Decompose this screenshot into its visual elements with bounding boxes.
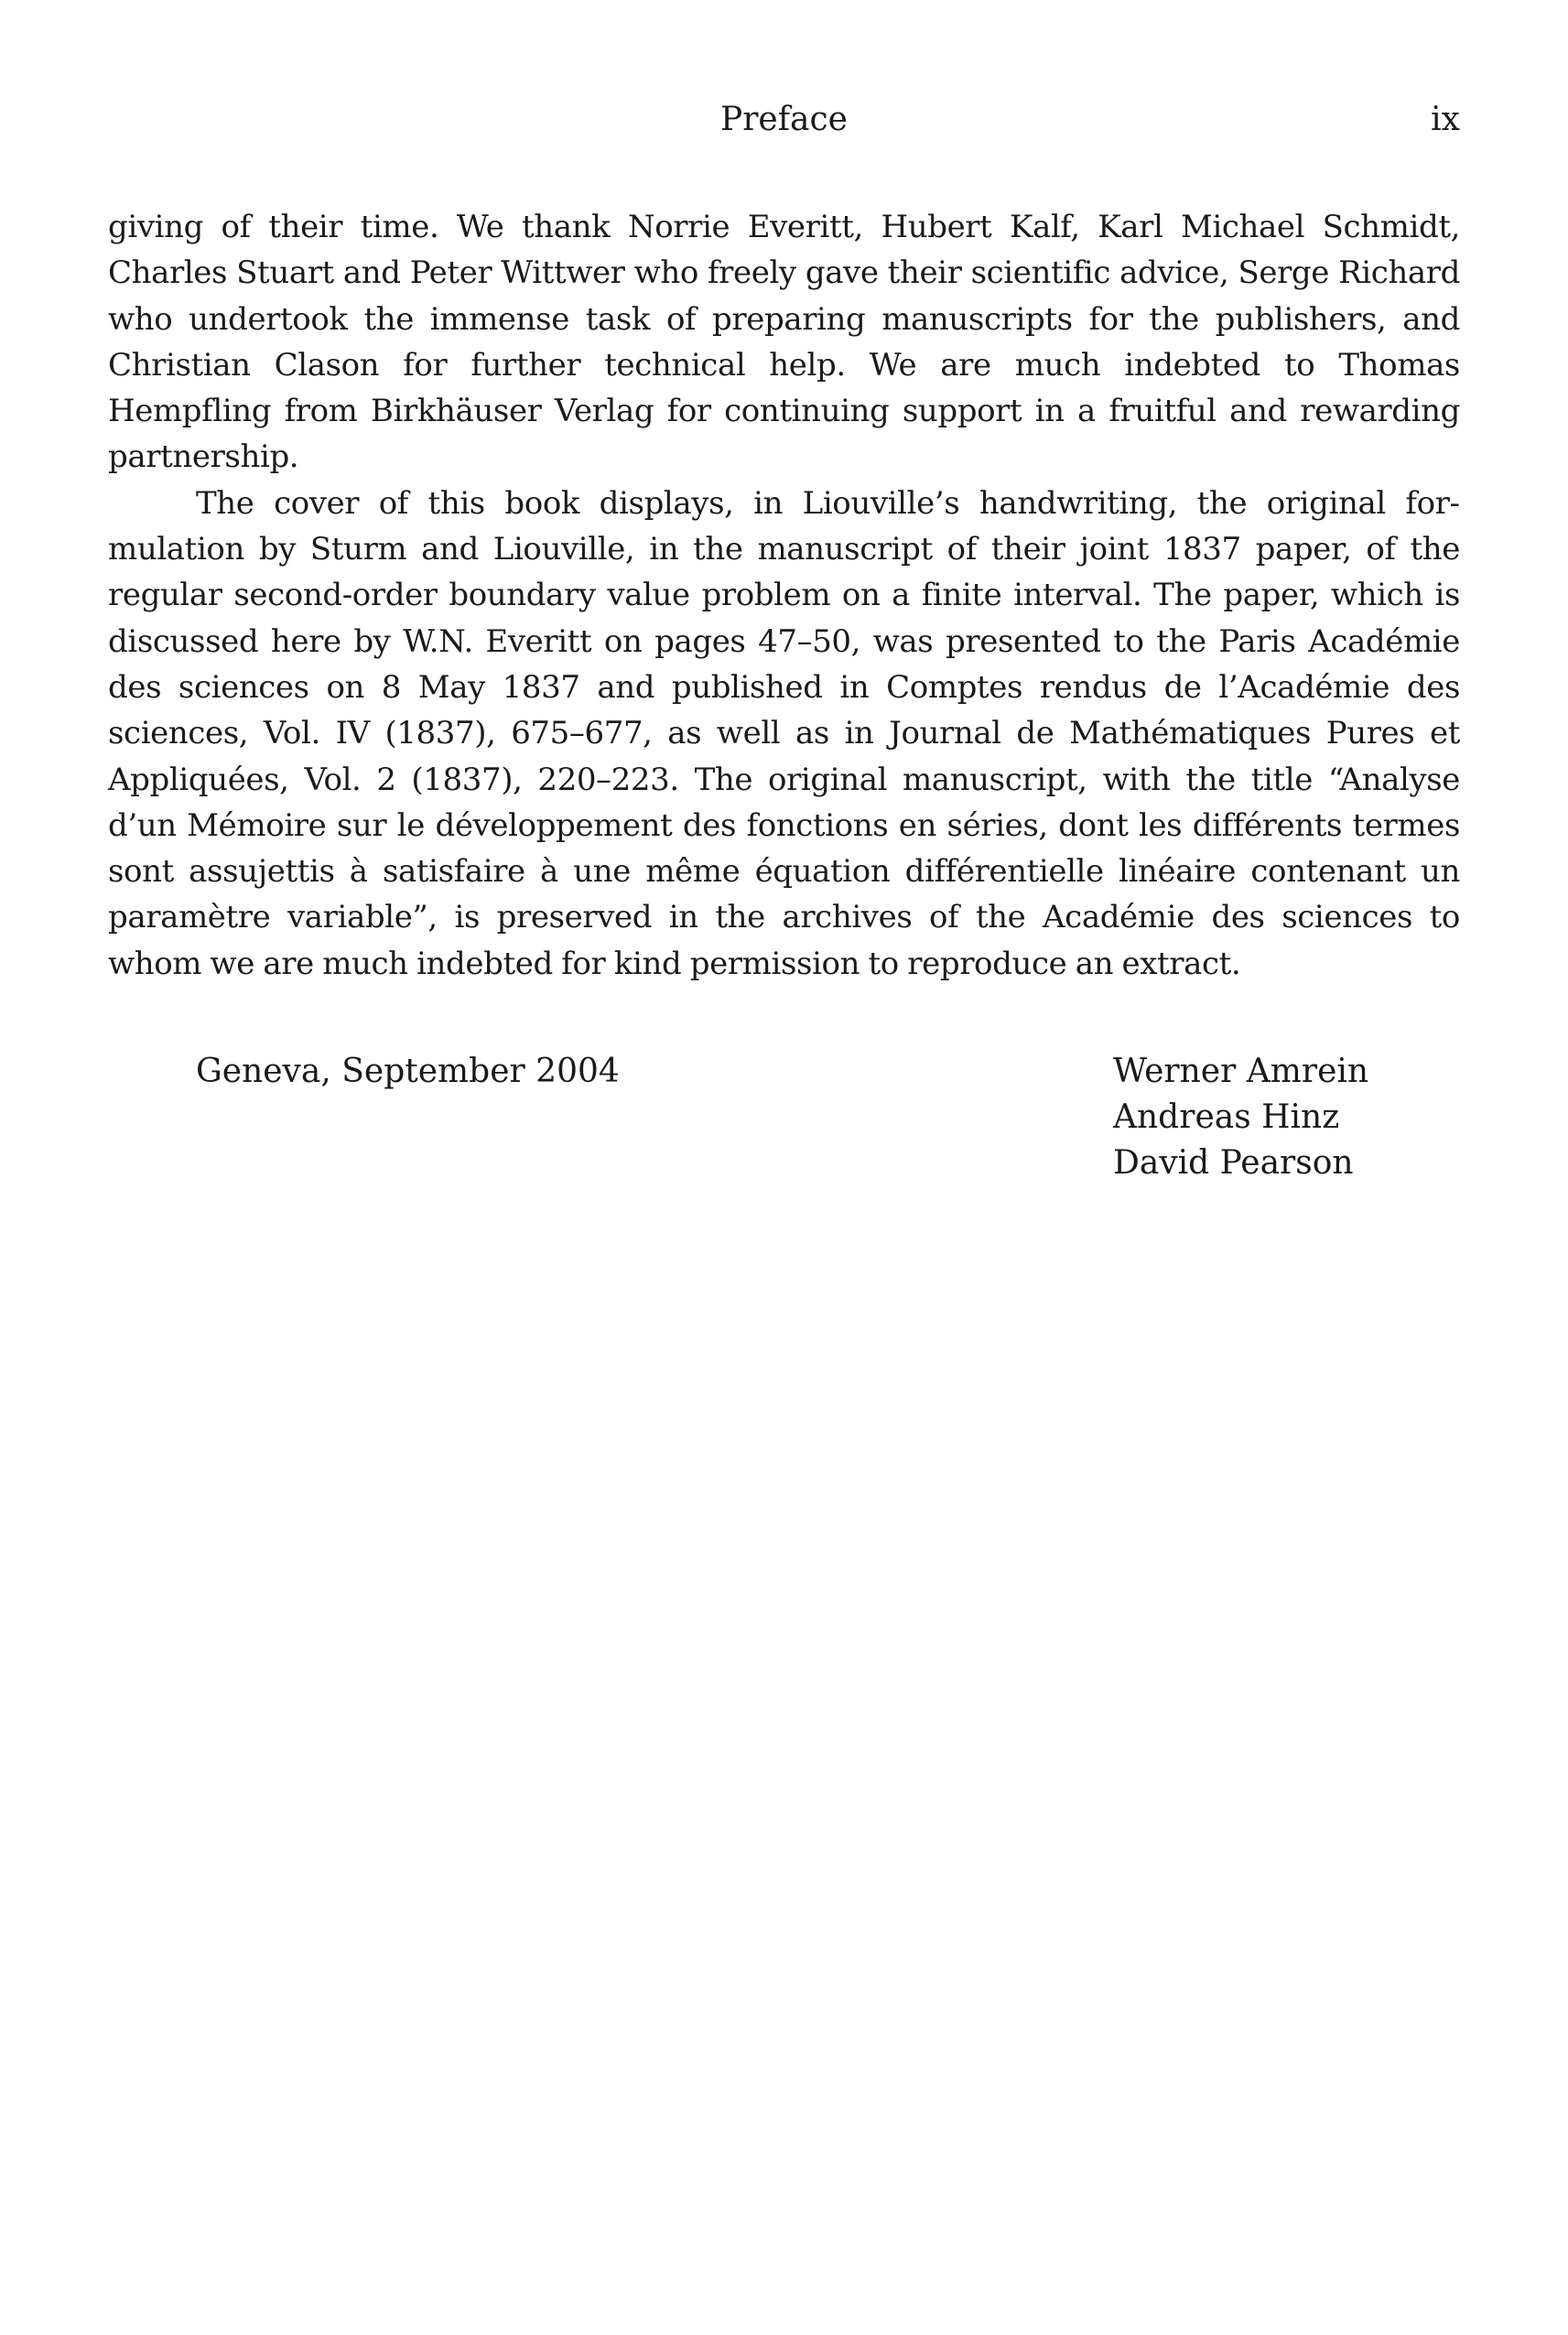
author-name: Werner Amrein — [1113, 1053, 1369, 1090]
place-date: Geneva, September 2004 — [196, 1053, 620, 1090]
paragraph-acknowledgements: giving of their time. We thank Norrie Everitt, Hubert Kalf, Karl Michael Schmidt, Charles Stuart and Peter Wittwer who freely gave their scientific advice, Serge Richard who undertook the immense task of preparing manuscripts for the publishers, and Christian Clason for further technical help. We are much indebted to Thomas Hempfling from Birkhäuser Verlag for continuing support in a fruitful and rewarding partnership. — [108, 209, 1460, 476]
author-list — [1113, 1049, 1368, 1186]
author-name: Andreas Hinz — [1113, 1098, 1340, 1136]
author-name: David Pearson — [1113, 1144, 1354, 1182]
signoff — [108, 1049, 1460, 1195]
page-number: ix — [1431, 101, 1460, 138]
running-title: Preface — [720, 101, 848, 138]
preface-body — [108, 204, 1460, 987]
running-header — [108, 97, 1460, 143]
paragraph-cover-description: The cover of this book displays, in Liouville’s handwriting, the original formulation by Sturm and Liouville, in the manuscript of their joint 1837 paper, of the regular second-order boundary value problem on a finite interval. The paper, which is discussed here by W.N. Everitt on pages 47–50, was presented to the Paris Académie des sciences on 8 May 1837 and published in Comptes rendus de l’Académie des sciences, Vol. IV (1837), 675–677, as well as in Journal de Mathématiques Pures et Appliquées, Vol. 2 (1837), 220–223. The original manuscript, with the title “Analyse d’un Mémoire sur le développement des fonctions en séries, dont les différents termes sont assujettis à satisfaire à une même équation différentielle linéaire contenant un paramètre variable”, is preserved in the archives of the Académie des sciences to whom we are much indebted for kind permission to reproduce an extract. — [108, 484, 1460, 982]
